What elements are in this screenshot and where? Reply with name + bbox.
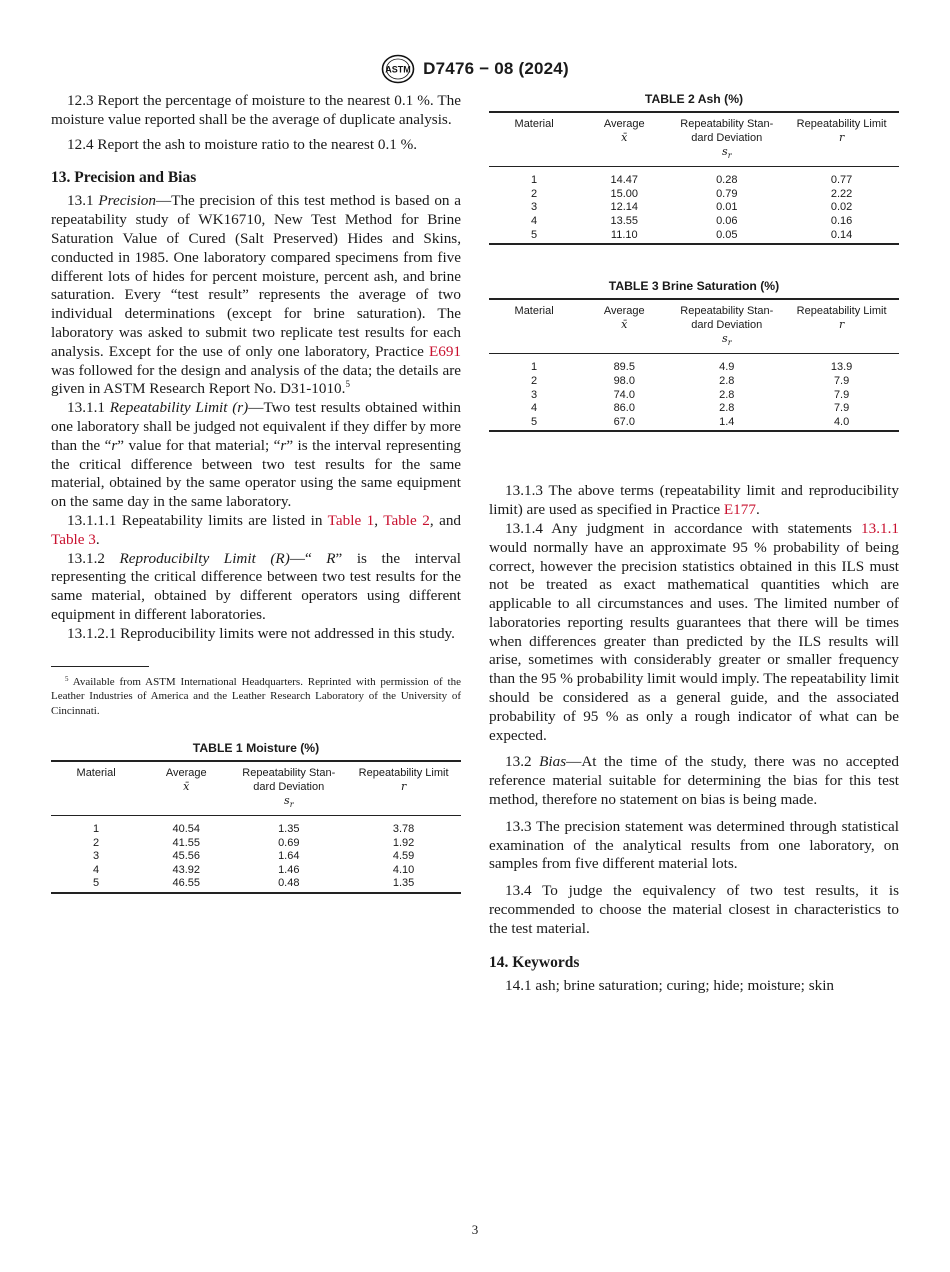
right-column <box>489 92 899 995</box>
footnote-divider <box>51 666 149 667</box>
cell-material: 2 <box>531 187 538 200</box>
para-13-1-term: Precision <box>98 192 156 210</box>
para-13-1-1-text-a: —Two test results obtained within one laboratory shall be judged not equivalent if they differ by more than the “ <box>51 399 461 454</box>
para-13-1-3: 13.1.3 The above terms (repeatability limit and reproducibility limit) are used as specified in Practice E177. <box>489 482 899 519</box>
cell-material: 2 <box>93 836 100 849</box>
cell-repeatability-sd: 1.35 <box>278 823 300 836</box>
left-column <box>51 92 461 894</box>
para-13-1-1-1-and: and <box>439 511 462 529</box>
cell-repeatability-sd: 0.01 <box>716 201 738 214</box>
para-13-2-text: —At the time of the study, there was no accepted reference material suitable for determining the bias for this test method, therefore no statement on bias is being made. <box>489 753 899 809</box>
table-3 <box>489 279 899 432</box>
cell-average: 15.00 <box>610 187 639 200</box>
cell-average: 74.0 <box>613 388 635 401</box>
para-13-1-3-text: 13.1.3 The above terms (repeatability limit and reproducibility limit) are used as specified in Practice <box>489 482 899 519</box>
table-3-title: TABLE 3 Brine Saturation (%) <box>608 279 780 294</box>
cell-repeatability-sd: 2.8 <box>719 388 735 401</box>
footnote-ref-5[interactable]: 5 <box>345 379 350 390</box>
cell-average: 13.55 <box>610 214 639 227</box>
table-row <box>489 389 899 403</box>
cell-material: 4 <box>531 402 538 415</box>
header-material: Material <box>489 112 579 167</box>
section-heading-13: 13. Precision and Bias <box>51 169 197 187</box>
symbol-sr: $s_r$ <box>284 793 294 810</box>
table-row <box>51 864 461 878</box>
para-13-1-1-number: 13.1.1 <box>67 399 105 417</box>
cell-average: 40.54 <box>172 823 201 836</box>
cell-repeatability-limit: 0.14 <box>784 229 899 245</box>
symbol-R: R <box>326 549 336 567</box>
cell-material: 4 <box>531 214 538 227</box>
cell-material: 3 <box>531 201 538 214</box>
table-1-grid <box>51 760 461 894</box>
cell-repeatability-sd: 2.8 <box>719 402 735 415</box>
cell-repeatability-limit: 3.78 <box>392 823 415 836</box>
table-1-header-row <box>51 761 461 816</box>
cell-repeatability-limit: 4.10 <box>392 863 415 876</box>
header-repeatability-limit: Repeatability Limit r <box>346 761 461 816</box>
cell-material: 5 <box>51 877 141 893</box>
cell-repeatability-limit: 0.77 <box>830 174 853 187</box>
document-designation: D7476 − 08 (2024) <box>423 59 569 78</box>
header-material: Material <box>51 761 141 816</box>
cell-average: 43.92 <box>172 863 201 876</box>
cell-repeatability-limit: 7.9 <box>833 388 850 401</box>
header-repeatability-sd: Repeatability Stan- dard Deviation $s_r$ <box>231 761 346 816</box>
cell-average: 14.47 <box>610 174 639 187</box>
symbol-sr: $s_r$ <box>722 332 732 348</box>
cell-material: 1 <box>93 823 100 836</box>
table-1 <box>51 741 461 894</box>
table-1-title: TABLE 1 Moisture (%) <box>192 740 320 755</box>
cell-repeatability-limit: 1.92 <box>392 836 415 849</box>
link-e691[interactable]: E691 <box>428 342 462 360</box>
para-13-1-2 <box>51 550 461 625</box>
cell-average: 11.10 <box>579 229 669 245</box>
cell-average: 86.0 <box>613 402 635 415</box>
table-row <box>489 167 899 188</box>
para-13-2-term: Bias <box>539 753 567 771</box>
para-13-3: 13.3 The precision statement was determined through statistical examination of the analytical results from one laboratory, on samples from five different material lots. <box>489 817 899 873</box>
table-row <box>489 188 899 202</box>
para-13-1-2-text-a: —“ <box>289 549 312 567</box>
para-13-1-2-text-b: ” is the interval representing the critical difference between two test results for the same material, obtained by different operators using different equipment in different laboratories. <box>51 549 461 623</box>
symbol-r: r <box>280 436 287 454</box>
cell-material: 1 <box>531 361 538 374</box>
cell-average: 45.56 <box>172 850 201 863</box>
link-table-1[interactable]: Table 1 <box>327 511 375 529</box>
header-repeatability-sd: Repeatability Stan- dard Deviation $s_r$ <box>669 299 784 354</box>
symbol-r: r <box>111 436 118 454</box>
table-2-title: TABLE 2 Ash (%) <box>644 92 744 106</box>
table-2 <box>489 92 899 245</box>
cell-repeatability-sd: 1.4 <box>669 416 784 432</box>
cell-repeatability-limit: 2.22 <box>830 187 853 200</box>
para-14-1: 14.1 ash; brine saturation; curing; hide; moisture; skin <box>505 976 835 994</box>
header-average: Average x̄ <box>141 761 231 816</box>
footnote-5 <box>51 675 461 719</box>
para-13-1-2-1: 13.1.2.1 Reproducibility limits were not addressed in this study. <box>67 624 455 642</box>
para-13-1-4-text-a: 13.1.4 Any judgment in accordance with statements <box>505 519 852 537</box>
cell-repeatability-sd: 4.9 <box>719 361 735 374</box>
table-row <box>489 215 899 229</box>
cell-material: 4 <box>93 863 100 876</box>
table-3-header-row <box>489 299 899 354</box>
cell-repeatability-sd: 0.06 <box>716 214 738 227</box>
cell-average: 46.55 <box>141 877 231 893</box>
footnote-5-marker: 5 <box>65 674 69 683</box>
table-row <box>489 375 899 389</box>
astm-logo-icon <box>381 54 415 84</box>
page-header <box>0 52 950 86</box>
para-13-1-1-text-c: ” is the interval representing the critical difference between two test results for the same material, obtained by the same operator using the same equipment on the same day in the same laboratory. <box>51 436 462 511</box>
cell-material: 3 <box>93 850 100 863</box>
cell-material: 5 <box>489 229 579 245</box>
para-13-1-1 <box>51 399 461 512</box>
table-2-body <box>489 167 899 244</box>
astm-logo-text: ASTM <box>385 64 411 75</box>
para-13-2 <box>489 753 899 809</box>
cell-average: 89.5 <box>613 361 635 374</box>
cell-repeatability-limit: 0.16 <box>830 214 853 227</box>
section-heading-14: 14. Keywords <box>489 953 580 971</box>
para-13-1-1-1: 13.1.1.1 Repeatability limits are listed in Table 1, Table 2, and Table 3. <box>51 511 462 548</box>
table-row <box>51 877 461 893</box>
table-3-body <box>489 354 899 431</box>
cell-material: 3 <box>531 388 538 401</box>
cell-repeatability-sd: 0.28 <box>716 174 738 187</box>
cell-repeatability-limit: 0.02 <box>830 201 853 214</box>
table-row <box>51 837 461 851</box>
page-number: 3 <box>471 1222 479 1237</box>
cell-repeatability-limit: 7.9 <box>833 402 850 415</box>
para-13-1-2-term: Reproducibilty Limit (R) <box>119 549 290 567</box>
header-repeatability-limit: Repeatability Limit r <box>784 299 899 354</box>
para-13-1-2-number: 13.1.2 <box>67 549 105 567</box>
cell-repeatability-sd: 0.79 <box>716 187 738 200</box>
header-average: Average x̄ <box>579 299 669 354</box>
cell-material: 5 <box>489 416 579 432</box>
cell-repeatability-sd: 1.46 <box>278 863 300 876</box>
table-1-body <box>51 816 461 893</box>
cell-repeatability-limit: 7.9 <box>833 374 850 387</box>
para-13-1-1-term: Repeatability Limit (r) <box>109 399 249 417</box>
para-13-1-1-text-b: ” value for that material; “ <box>117 436 281 454</box>
cell-repeatability-sd: 0.48 <box>231 877 346 893</box>
table-row <box>489 201 899 215</box>
spacer <box>489 432 899 482</box>
cell-repeatability-sd: 2.8 <box>719 374 735 387</box>
cell-repeatability-sd: 0.05 <box>669 229 784 245</box>
para-13-1 <box>51 192 461 399</box>
table-row <box>489 229 899 245</box>
para-13-2-number: 13.2 <box>505 753 532 771</box>
cell-material: 2 <box>531 374 538 387</box>
cell-repeatability-limit: 1.35 <box>346 877 461 893</box>
header-average: Average x̄ <box>579 112 669 167</box>
link-table-3[interactable]: Table 3 <box>51 530 96 548</box>
cell-material: 1 <box>531 174 538 187</box>
link-table-2[interactable]: Table 2 <box>383 511 430 529</box>
link-13-1-1[interactable]: 13.1.1 <box>861 519 899 537</box>
para-13-4: 13.4 To judge the equivalency of two test results, it is recommended to choose the material closest in characteristics to the test material. <box>489 882 899 937</box>
cell-repeatability-sd: 0.69 <box>278 836 300 849</box>
cell-repeatability-limit: 4.59 <box>392 850 415 863</box>
para-13-1-4 <box>489 520 899 746</box>
link-e177[interactable]: E177 <box>723 501 756 519</box>
table-2-header-row <box>489 112 899 167</box>
cell-average: 41.55 <box>172 836 201 849</box>
table-2-grid <box>489 111 899 245</box>
cell-repeatability-limit: 4.0 <box>784 416 899 432</box>
para-12-3: 12.3 Report the percentage of moisture to the nearest 0.1 %. The moisture value reported shall be the average of duplicate analysis. <box>51 92 461 128</box>
table-row <box>489 416 899 432</box>
cell-average: 12.14 <box>610 201 639 214</box>
header-repeatability-limit: Repeatability Limit r <box>784 112 899 167</box>
para-13-1-4-text-b: would normally have an approximate 95 % probability of being correct, however the precision statistics obtained in this ILS must not be treated as exact mathematical quantities which are applicable to all circumstances and uses. The limited number of laboratories reporting results guarantees that there will be times when differences greater than predicted by the ILS results will arise, sometimes with considerably greater or smaller frequency than the 95 % probability limit would imply. The repeatability limit should be considered as a general guide, and the associated probability of 95 % as only a rough indicator of what can be expected. <box>489 538 899 744</box>
table-row <box>489 354 899 375</box>
cell-average: 67.0 <box>579 416 669 432</box>
para-12-4: 12.4 Report the ash to moisture ratio to the nearest 0.1 %. <box>67 135 418 153</box>
header-material: Material <box>489 299 579 354</box>
cell-repeatability-sd: 1.64 <box>278 850 300 863</box>
footnote-5-text: Available from ASTM International Headquarters. Reprinted with permission of the Leather Industries of America and the Leather Research Laboratory of the University of Cincinnati. <box>51 675 461 718</box>
table-3-grid <box>489 298 899 432</box>
para-13-1-text-b: was followed for the design and analysis of the data; the details are given in ASTM Research Report No. D31-1010. <box>51 361 461 398</box>
para-13-1-1-1-text: 13.1.1.1 Repeatability limits are listed in <box>67 511 323 529</box>
para-13-1-number: 13.1 <box>67 192 94 210</box>
table-row <box>51 850 461 864</box>
symbol-sr: $s_r$ <box>722 145 732 161</box>
cell-average: 98.0 <box>613 374 635 387</box>
header-repeatability-sd: Repeatability Stan- dard Deviation $s_r$ <box>669 112 784 167</box>
cell-repeatability-limit: 13.9 <box>830 361 853 374</box>
para-13-1-text-a: —The precision of this test method is based on a repeatability study of WK16710, New Test Method for Brine Saturation Value of Cured (Salt Preserved) Hides and Skins, conducted in 1985. One laboratory compared specimens from five different lots of hides for percent moisture, percent ash, and brine saturation. Every “test result” represents the average of two individual determinations (except for brine saturation). The laboratory was asked to submit two replicate test results for each analysis. Except for the use of only one laboratory, Practice <box>51 192 461 360</box>
table-row <box>51 816 461 837</box>
table-row <box>489 402 899 416</box>
